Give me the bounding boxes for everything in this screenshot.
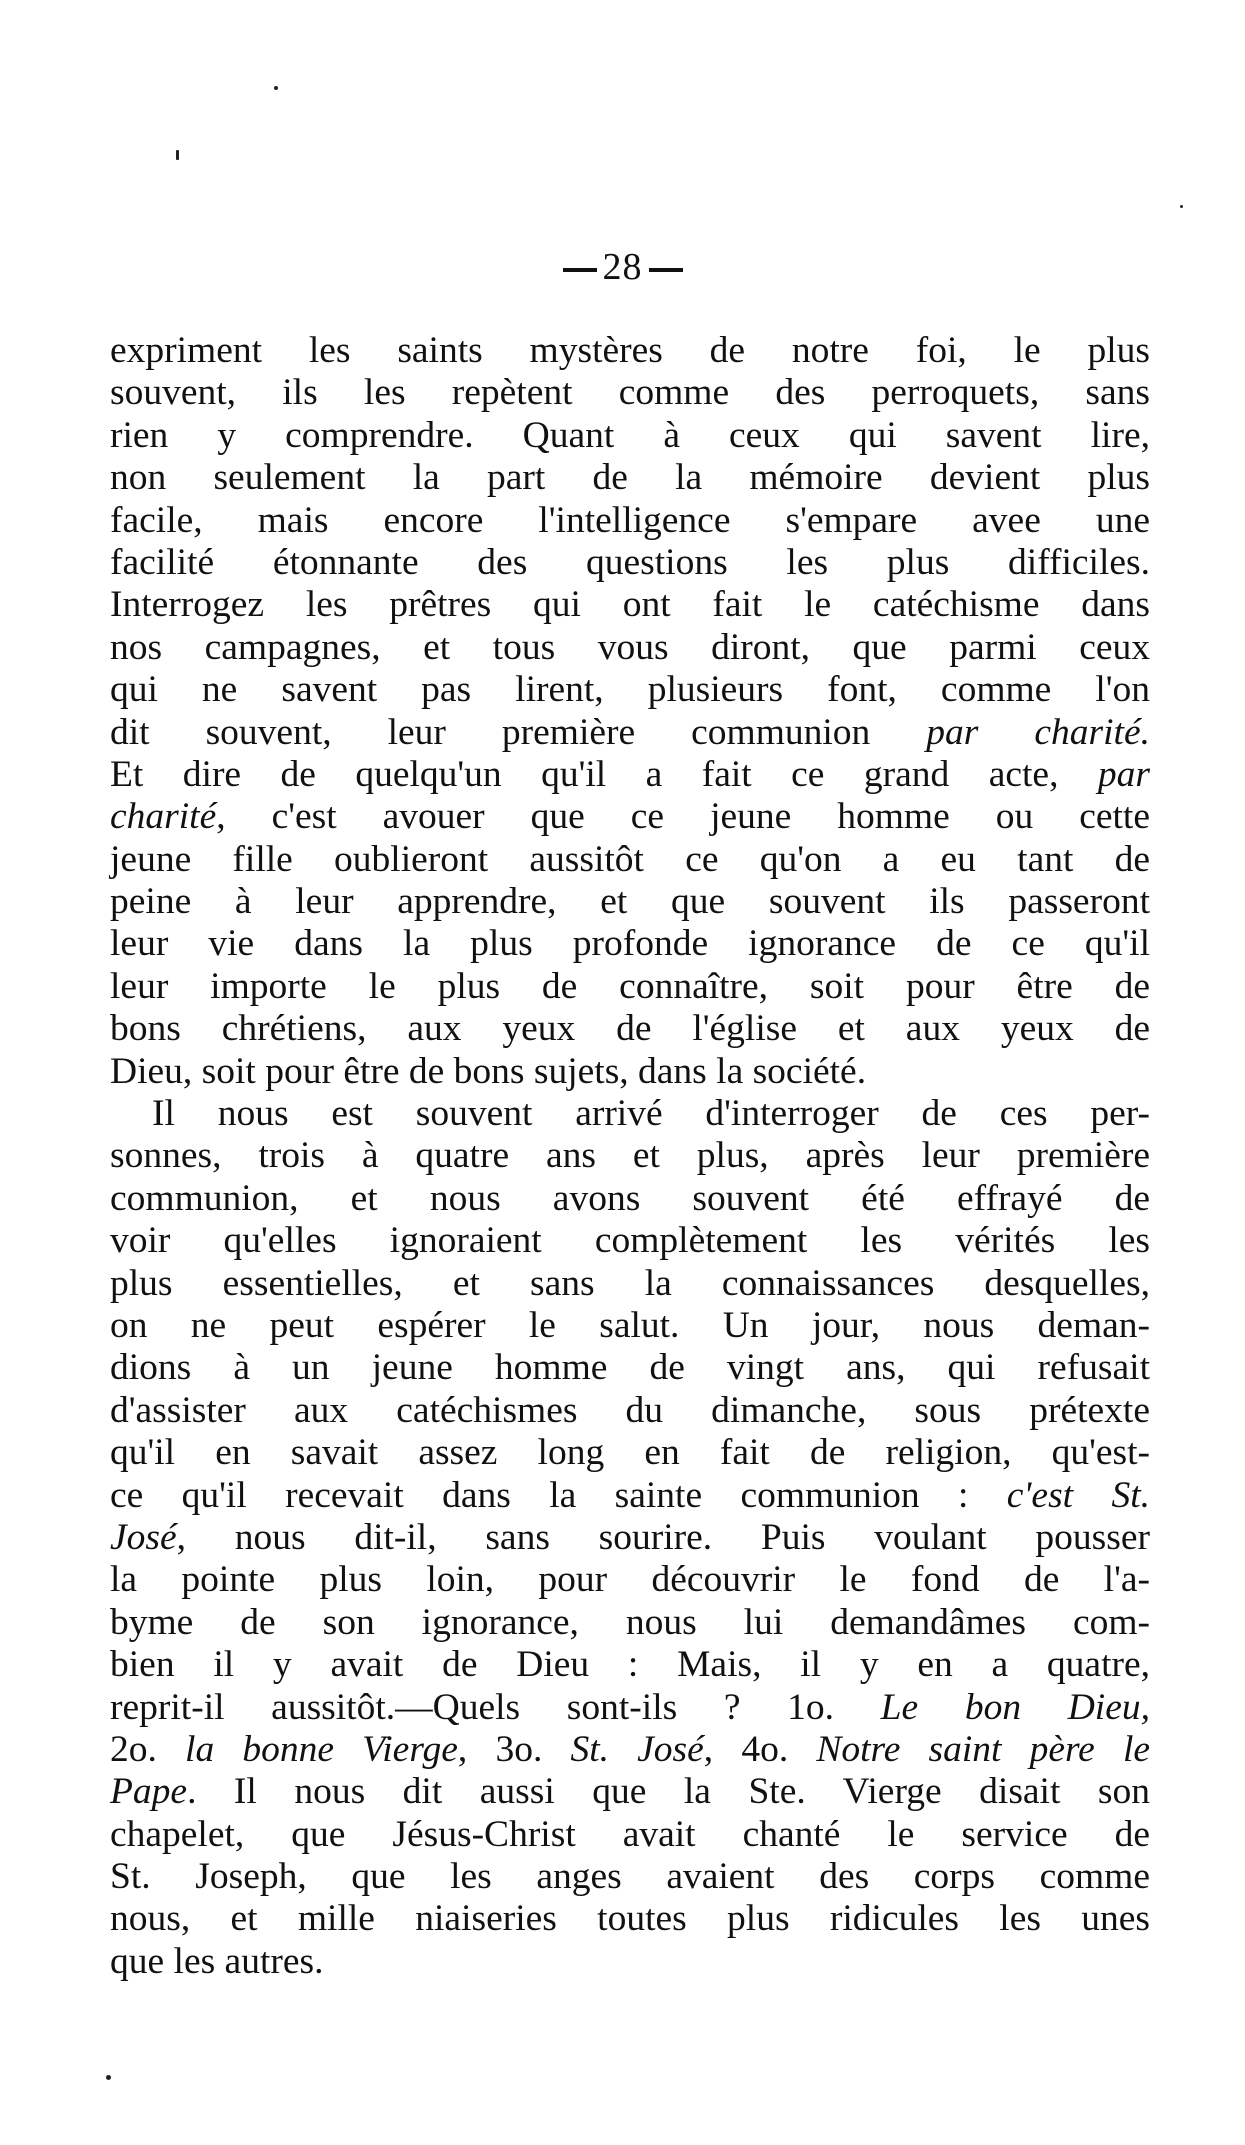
text-line xyxy=(110,1898,1150,1940)
text-segment: reprit-il aussitôt.—Quels sont-ils ? 1o. xyxy=(110,1686,881,1728)
text-segment: nous, et mille niaiseries toutes plus ridicules les unes xyxy=(110,1898,1150,1940)
text-line xyxy=(110,1687,1150,1729)
text-segment: , c'est avouer que ce jeune homme ou cette xyxy=(216,796,1150,838)
body-text xyxy=(110,330,1150,1983)
text-segment: . Il nous dit aussi que la Ste. Vierge disait son xyxy=(187,1771,1150,1813)
italic-text: Pape xyxy=(110,1771,188,1813)
italic-text: par xyxy=(1097,753,1150,795)
text-segment: voir qu'elles ignoraient complètement les vérités les xyxy=(110,1220,1150,1262)
text-segment: d'assister aux catéchismes du dimanche, sous prétexte xyxy=(110,1389,1150,1431)
italic-text: par charité. xyxy=(926,711,1150,753)
text-segment: facile, mais encore l'intelligence s'empare avee une xyxy=(110,499,1150,541)
text-line xyxy=(110,1559,1150,1601)
text-line xyxy=(110,669,1150,711)
text-segment: rien y comprendre. Quant à ceux qui savent lire, xyxy=(110,414,1150,456)
text-line xyxy=(110,839,1150,881)
text-segment: jeune fille oublieront aussitôt ce qu'on a eu tant de xyxy=(110,838,1150,880)
text-line xyxy=(110,1263,1150,1305)
text-segment: dions à un jeune homme de vingt ans, qui refusait xyxy=(110,1347,1150,1389)
text-segment: peine à leur apprendre, et que souvent ils passeront xyxy=(110,881,1150,923)
text-line xyxy=(110,1941,1150,1983)
print-speck xyxy=(1180,205,1183,208)
text-line xyxy=(110,627,1150,669)
text-segment: bons chrétiens, aux yeux de l'église et aux yeux de xyxy=(110,1008,1150,1050)
page-number-value: 28 xyxy=(602,246,643,288)
text-line xyxy=(110,1178,1150,1220)
text-segment: St. Joseph, que les anges avaient des corps comme xyxy=(110,1856,1150,1898)
text-line xyxy=(110,1432,1150,1474)
text-line xyxy=(110,1390,1150,1432)
text-segment: facilité étonnante des questions les plus difficiles. xyxy=(110,541,1150,583)
text-segment: dit souvent, leur première communion xyxy=(110,711,927,753)
text-line xyxy=(110,1135,1150,1177)
text-segment: bien il y avait de Dieu : Mais, il y en a quatre, xyxy=(110,1644,1150,1686)
text-line xyxy=(110,712,1150,754)
text-segment: chapelet, que Jésus-Christ avait chanté le service de xyxy=(110,1813,1150,1855)
text-segment: Il nous est souvent arrivé d'interroger de ces per- xyxy=(152,1093,1150,1135)
text-line xyxy=(110,923,1150,965)
text-segment: Interrogez les prêtres qui ont fait le catéchisme dans xyxy=(110,584,1150,626)
page-number xyxy=(0,245,1245,289)
text-line xyxy=(110,415,1150,457)
text-line xyxy=(110,1305,1150,1347)
italic-text: Notre saint père le xyxy=(816,1728,1151,1770)
text-segment: la pointe plus loin, pour découvrir le fond de l'a- xyxy=(110,1559,1150,1601)
text-line xyxy=(110,1008,1150,1050)
text-line xyxy=(110,1051,1150,1093)
text-segment: expriment les saints mystères de notre foi, le plus xyxy=(110,330,1150,371)
print-speck xyxy=(106,2075,111,2080)
italic-text: la bonne Vierge xyxy=(185,1728,458,1770)
text-line xyxy=(110,542,1150,584)
text-line xyxy=(110,457,1150,499)
paragraph xyxy=(110,330,1150,1093)
text-line xyxy=(110,1771,1150,1813)
text-line xyxy=(110,796,1150,838)
text-line xyxy=(110,1602,1150,1644)
text-segment: byme de son ignorance, nous lui demandâmes com- xyxy=(110,1601,1150,1643)
paragraph xyxy=(110,1093,1150,1983)
text-line xyxy=(110,1644,1150,1686)
text-segment: , 4o. xyxy=(703,1728,817,1770)
text-segment: , 3o. xyxy=(457,1728,571,1770)
text-segment: leur importe le plus de connaître, soit pour être de xyxy=(110,965,1150,1007)
text-segment: sonnes, trois à quatre ans et plus, après leur première xyxy=(110,1135,1150,1177)
italic-text: c'est St. xyxy=(1006,1474,1150,1516)
print-speck xyxy=(274,86,278,90)
text-segment: souvent, ils les repètent comme des perroquets, sans xyxy=(110,372,1150,414)
text-segment: , nous dit-il, sans sourire. Puis voulant pousser xyxy=(176,1516,1150,1558)
text-line xyxy=(110,372,1150,414)
text-line xyxy=(110,584,1150,626)
text-segment: leur vie dans la plus profonde ignorance de ce qu'il xyxy=(110,923,1150,965)
text-line xyxy=(110,1347,1150,1389)
page-number-dash-right xyxy=(649,268,683,272)
text-line xyxy=(110,1220,1150,1262)
text-segment: communion, et nous avons souvent été effrayé de xyxy=(110,1177,1150,1219)
text-segment: plus essentielles, et sans la connaissances desquelles, xyxy=(110,1262,1150,1304)
text-segment: ce qu'il recevait dans la sainte communion : xyxy=(110,1474,1007,1516)
text-segment: nos campagnes, et tous vous diront, que parmi ceux xyxy=(110,626,1150,668)
text-line xyxy=(110,500,1150,542)
text-segment: Dieu, soit pour être de bons sujets, dans la société. xyxy=(110,1050,867,1092)
text-segment: non seulement la part de la mémoire devient plus xyxy=(110,457,1150,499)
text-line xyxy=(110,1517,1150,1559)
text-line xyxy=(110,1856,1150,1898)
text-line xyxy=(110,1475,1150,1517)
text-line xyxy=(110,1729,1150,1771)
text-segment: que les autres. xyxy=(110,1940,324,1982)
italic-text: charité xyxy=(110,796,217,838)
text-line xyxy=(110,881,1150,923)
italic-text: José xyxy=(110,1516,177,1558)
text-line xyxy=(110,1093,1150,1135)
italic-text: St. José xyxy=(570,1728,704,1770)
text-line xyxy=(110,754,1150,796)
page-number-dash-left xyxy=(563,268,597,272)
text-segment: qui ne savent pas lirent, plusieurs font, comme l'on xyxy=(110,669,1150,711)
italic-text: Le bon Dieu, xyxy=(880,1686,1150,1728)
text-segment: Et dire de quelqu'un qu'il a fait ce grand acte, xyxy=(110,753,1098,795)
text-segment: on ne peut espérer le salut. Un jour, nous deman- xyxy=(110,1304,1150,1346)
print-speck xyxy=(176,150,179,160)
text-segment: qu'il en savait assez long en fait de religion, qu'est- xyxy=(110,1432,1150,1474)
text-line xyxy=(110,1814,1150,1856)
text-segment: 2o. xyxy=(110,1728,186,1770)
text-line xyxy=(110,966,1150,1008)
text-line xyxy=(110,330,1150,372)
